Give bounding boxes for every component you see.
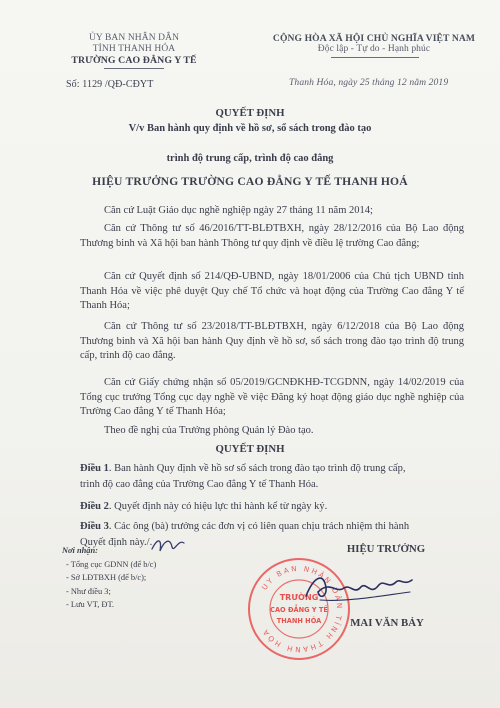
signer-name: MAI VĂN BẢY <box>350 617 424 629</box>
article-label: Điều 3 <box>80 521 109 532</box>
svg-text:UY BAN NHÂN DÂN TỈNH THANH HÓA: UY BAN NHÂN DÂN TỈNH THANH HÓA <box>259 563 345 655</box>
article-1-continued: trình độ cao đẳng của Trường Cao đẳng Y tế Thanh Hóa. <box>80 479 319 490</box>
svg-text:THANH HÓA: THANH HÓA <box>276 617 322 625</box>
article-label: Điều 2 <box>80 501 109 512</box>
recipient-item: - Sở LĐTBXH (để b/c); <box>66 573 147 582</box>
article-label: Điều 1 <box>80 463 109 474</box>
document-title: QUYẾT ĐỊNH <box>215 107 285 119</box>
subject-line-2: trình độ trung cấp, trình độ cao đẳng <box>166 153 334 164</box>
place-date: Thanh Hóa, ngày 25 tháng 12 năm 2019 <box>289 77 449 88</box>
basis-paragraph: Căn cứ Giấy chứng nhận số 05/2019/GCNĐKHĐ-TCGDNN, ngày 14/02/2019 của Tổng cục trưởng Tổng cục dạy nghề về việc Đăng ký hoạt động giáo dục nghề nghiệp của Trường Cao đẳng Y tế Thanh Hóa; <box>80 377 464 418</box>
svg-text:TRƯỜNG: TRƯỜNG <box>279 593 319 602</box>
recipients-heading: Nơi nhận: <box>62 546 98 555</box>
issuing-authority: HIỆU TRƯỞNG TRƯỜNG CAO ĐẲNG Y TẾ THANH HOÁ <box>92 175 408 188</box>
svg-text:CAO ĐẲNG Y TẾ: CAO ĐẲNG Y TẾ <box>270 606 328 614</box>
article-3-continued: Quyết định này./. <box>80 537 153 548</box>
document-number: Số: 1129 /QĐ-CĐYT <box>66 79 154 90</box>
national-motto: Độc lập - Tự do - Hạnh phúc <box>317 44 431 54</box>
header-left-rule <box>104 68 164 69</box>
decision-heading: QUYẾT ĐỊNH <box>215 443 285 455</box>
basis-paragraph: Căn cứ Quyết định số 214/QĐ-UBND, ngày 18/01/2006 của Chủ tịch UBND tỉnh Thanh Hóa về việc phê duyệt Quy chế Tổ chức và hoạt động của Trường Cao đẳng Y tế Thanh Hóa; <box>80 271 464 312</box>
country-name: CỘNG HÒA XÃ HỘI CHỦ NGHĨA VIỆT NAM <box>272 33 476 44</box>
handwritten-signature <box>300 566 420 610</box>
article-1: Điều 1. Ban hành Quy định về hồ sơ sổ sách trong đào tạo trình độ trung cấp, <box>80 463 406 474</box>
subject-line-1: V/v Ban hành quy định về hồ sơ, sổ sách trong đào tạo <box>128 123 372 134</box>
basis-paragraph: Căn cứ Thông tư số 46/2016/TT-BLĐTBXH, ngày 28/12/2016 của Bộ Lao động Thương binh và Xã hội ban hành Thông tư quy định về điều lệ trường Cao đẳng; <box>80 223 464 249</box>
recipient-item: - Lưu VT, ĐT. <box>66 600 115 609</box>
signer-position: HIỆU TRƯỞNG <box>346 543 426 555</box>
school-name: TRƯỜNG CAO ĐẲNG Y TẾ <box>71 55 197 66</box>
basis-paragraph: Theo đề nghị của Trưởng phòng Quản lý Đào tạo. <box>104 425 314 436</box>
recipient-item: - Tổng cục GDNN (để b/c) <box>66 560 157 569</box>
recipient-item: - Như điều 3; <box>66 587 111 596</box>
header-right-rule <box>331 57 419 58</box>
basis-paragraph: Căn cứ Thông tư số 23/2018/TT-BLĐTBXH, ngày 6/12/2018 của Bộ Lao động Thương binh và Xã hội ban hành Quy định về hồ sơ, sổ sách trong đào tạo trình độ trung cấp, trình độ cao đẳng. <box>80 321 464 362</box>
basis-paragraph: Căn cứ Luật Giáo dục nghề nghiệp ngày 27 tháng 11 năm 2014; <box>104 205 373 216</box>
article-2: Điều 2. Quyết định này có hiệu lực thi hành kể từ ngày ký. <box>80 501 328 512</box>
article-3: Điều 3. Các ông (bà) trưởng các đơn vị có liên quan chịu trách nhiệm thi hành <box>80 521 410 532</box>
initials-scribble <box>148 533 188 557</box>
province-name: TỈNH THANH HÓA <box>92 44 176 54</box>
agency-name: ỦY BAN NHÂN DÂN <box>88 33 180 43</box>
